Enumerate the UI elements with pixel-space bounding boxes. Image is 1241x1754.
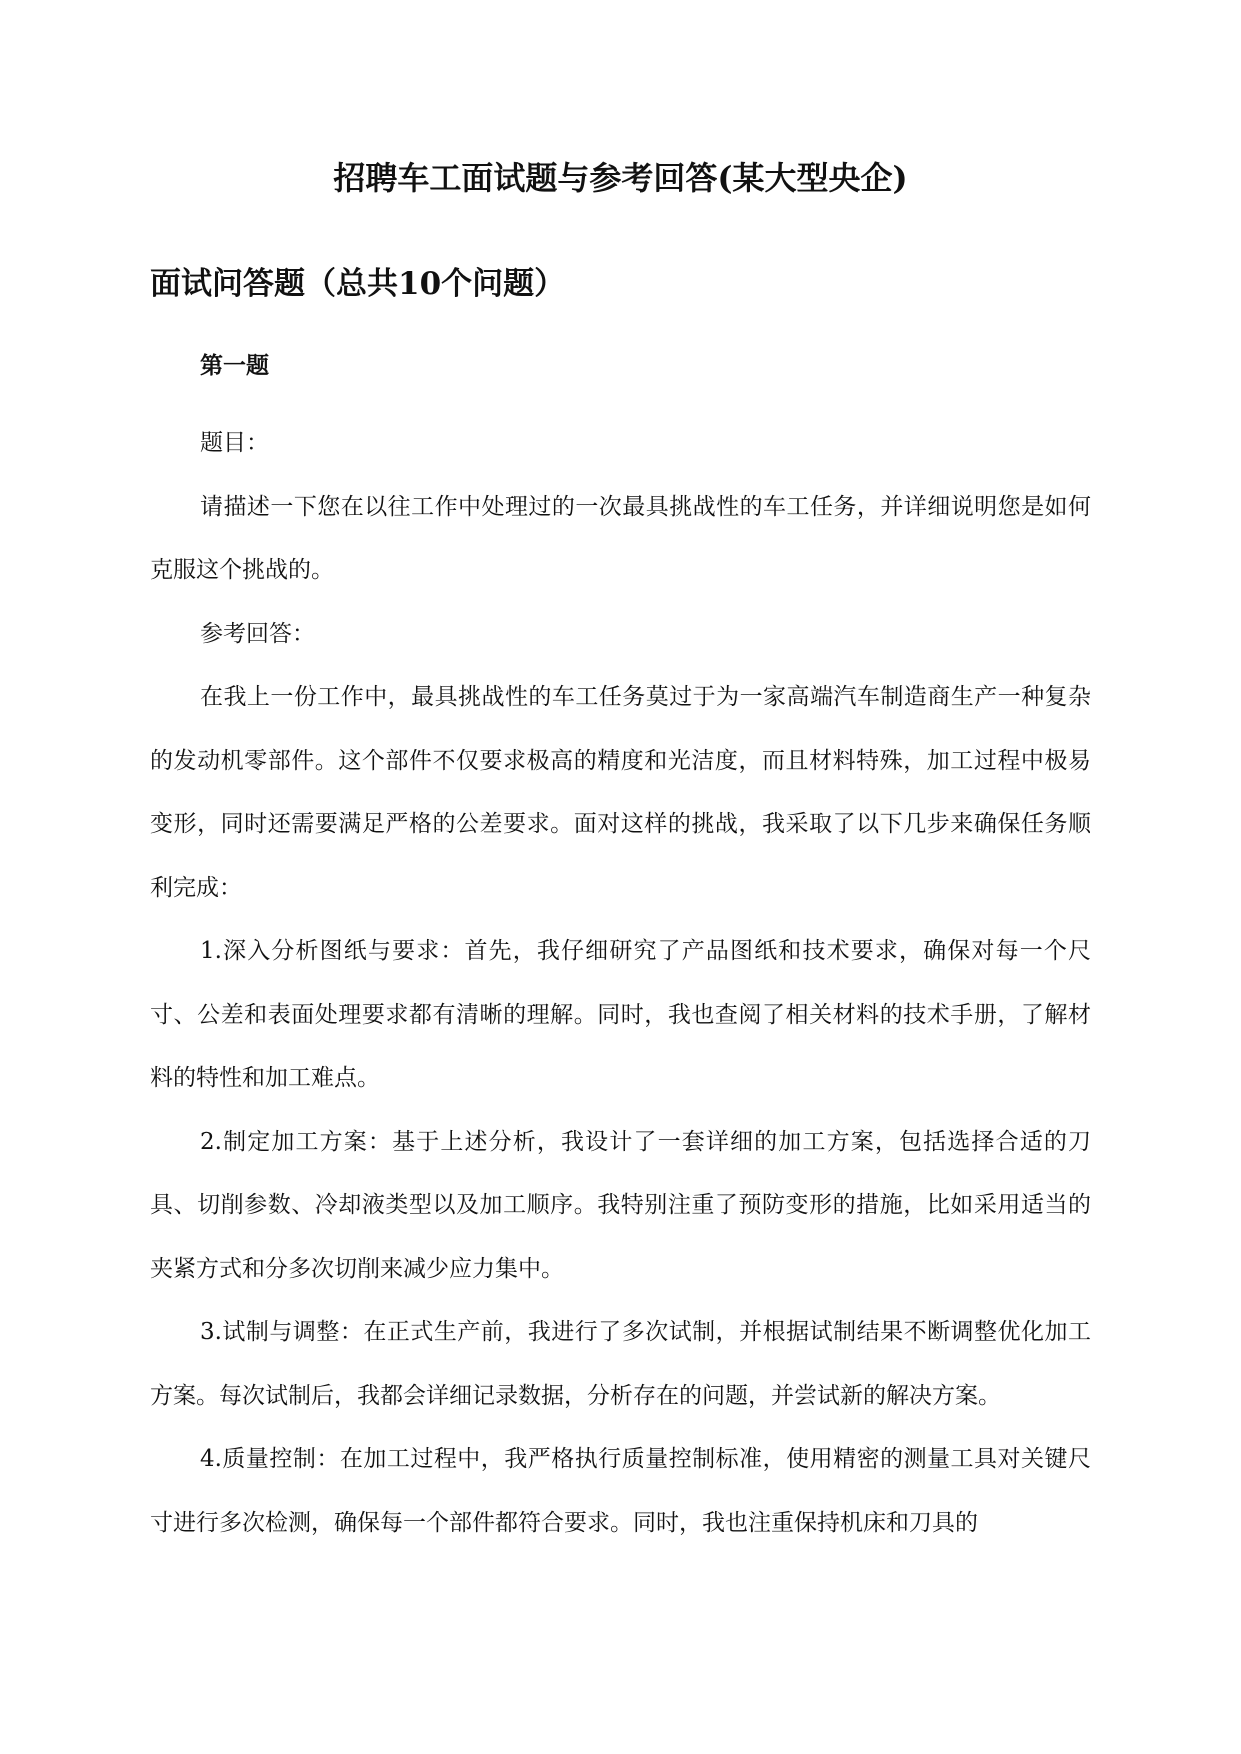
- prompt-text: 请描述一下您在以往工作中处理过的一次最具挑战性的车工任务，并详细说明您是如何克服这个挑战的。: [150, 493, 1091, 583]
- question-label: 第一题: [200, 352, 269, 379]
- answer-step-2: 2.制定加工方案：基于上述分析，我设计了一套详细的加工方案，包括选择合适的刀具、切削参数、冷却液类型以及加工顺序。我特别注重了预防变形的措施，比如采用适当的夹紧方式和分多次切削来减少应力集中。: [150, 1128, 1091, 1282]
- answer-step-1: 1.深入分析图纸与要求：首先，我仔细研究了产品图纸和技术要求，确保对每一个尺寸、公差和表面处理要求都有清晰的理解。同时，我也查阅了相关材料的技术手册，了解材料的特性和加工难点。: [150, 938, 1091, 1091]
- section-heading: 面试问答题（总共10个问题）: [150, 266, 566, 302]
- document-body: [150, 412, 1091, 1555]
- document-title: 招聘车工面试题与参考回答(某大型央企): [333, 159, 908, 197]
- answer-step-4: 4.质量控制：在加工过程中，我严格执行质量控制标准，使用精密的测量工具对关键尺寸进行多次检测，确保每一个部件都符合要求。同时，我也注重保持机床和刀具的: [150, 1446, 1091, 1536]
- answer-intro: 在我上一份工作中，最具挑战性的车工任务莫过于为一家高端汽车制造商生产一种复杂的发动机零部件。这个部件不仅要求极高的精度和光洁度，而且材料特殊，加工过程中极易变形，同时还需要满足严格的公差要求。面对这样的挑战，我采取了以下几步来确保任务顺利完成：: [150, 684, 1091, 901]
- answer-step-3: 3.试制与调整：在正式生产前，我进行了多次试制，并根据试制结果不断调整优化加工方案。每次试制后，我都会详细记录数据，分析存在的问题，并尝试新的解决方案。: [150, 1319, 1091, 1409]
- answer-label: 参考回答：: [200, 620, 315, 647]
- prompt-label: 题目：: [200, 430, 269, 456]
